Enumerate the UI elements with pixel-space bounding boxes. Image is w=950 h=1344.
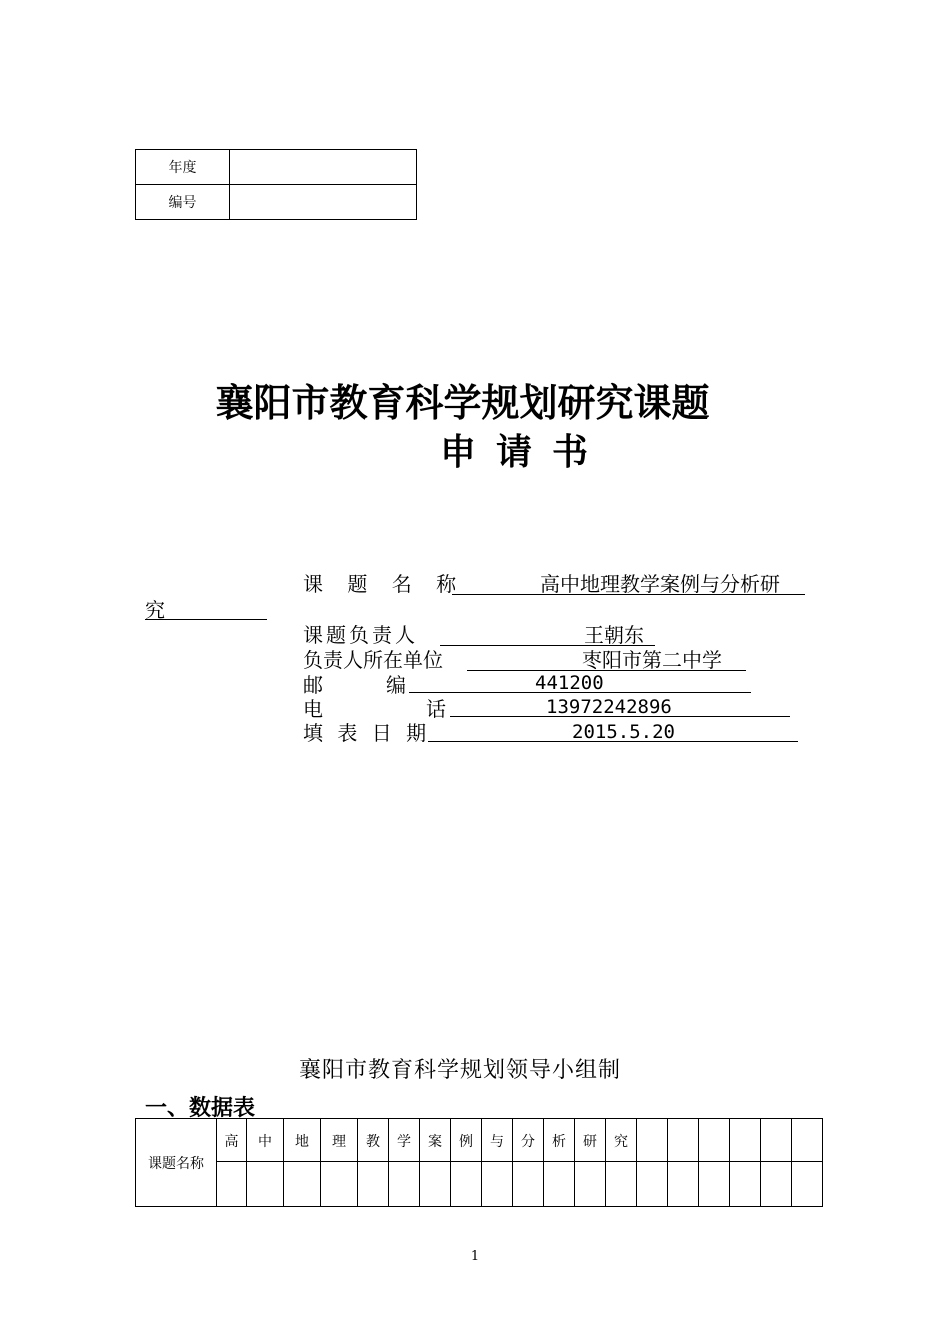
char-cell: 教 xyxy=(358,1119,389,1162)
empty-cell xyxy=(761,1162,792,1207)
empty-cell xyxy=(637,1162,668,1207)
empty-cell xyxy=(284,1162,321,1207)
meta-row-number xyxy=(136,185,417,220)
data-table-row-2 xyxy=(136,1162,823,1207)
char-cell: 地 xyxy=(284,1119,321,1162)
empty-cell xyxy=(321,1162,358,1207)
char-cell xyxy=(699,1119,730,1162)
phone-label-b: 话 xyxy=(426,697,446,721)
char-cell: 究 xyxy=(606,1119,637,1162)
char-cell: 与 xyxy=(482,1119,513,1162)
topic-name-label: 课题名称 xyxy=(136,1119,217,1207)
topic-label: 课 题 名 称 xyxy=(303,572,466,596)
char-cell xyxy=(761,1119,792,1162)
empty-cell xyxy=(730,1162,761,1207)
topic-underline-2 xyxy=(145,619,267,620)
issuing-organization: 襄阳市教育科学规划领导小组制 xyxy=(298,1058,621,1083)
number-label: 编号 xyxy=(136,185,230,220)
char-cell: 学 xyxy=(389,1119,420,1162)
empty-cell xyxy=(420,1162,451,1207)
char-cell: 例 xyxy=(451,1119,482,1162)
leader-value: 王朝东 xyxy=(584,623,644,647)
empty-cell xyxy=(247,1162,284,1207)
empty-cell xyxy=(699,1162,730,1207)
char-cell xyxy=(668,1119,699,1162)
empty-cell xyxy=(668,1162,699,1207)
page-number: 1 xyxy=(470,1249,480,1264)
phone-value: 13972242896 xyxy=(546,696,672,718)
char-cell: 理 xyxy=(321,1119,358,1162)
empty-cell xyxy=(606,1162,637,1207)
date-label: 填 表 日 期 xyxy=(303,721,431,745)
number-value xyxy=(230,185,417,220)
leader-label: 课题负责人 xyxy=(303,623,418,647)
char-cell: 中 xyxy=(247,1119,284,1162)
empty-cell xyxy=(451,1162,482,1207)
char-cell xyxy=(792,1119,823,1162)
unit-label: 负责人所在单位 xyxy=(303,648,443,672)
topic-value-line2: 究 xyxy=(145,598,165,622)
empty-cell xyxy=(544,1162,575,1207)
data-table-row-1 xyxy=(136,1119,823,1162)
char-cell: 案 xyxy=(420,1119,451,1162)
empty-cell xyxy=(389,1162,420,1207)
meta-row-year xyxy=(136,150,417,185)
date-value: 2015.5.20 xyxy=(572,721,675,743)
document-title: 襄阳市教育科学规划研究课题 xyxy=(215,381,710,425)
char-cell: 高 xyxy=(217,1119,247,1162)
empty-cell xyxy=(575,1162,606,1207)
postcode-value: 441200 xyxy=(535,672,604,694)
meta-table xyxy=(135,149,417,220)
topic-value-line1: 高中地理教学案例与分析研 xyxy=(540,572,780,596)
document-subtitle: 申请书 xyxy=(440,432,609,473)
empty-cell xyxy=(792,1162,823,1207)
postcode-label-a: 邮 xyxy=(303,673,323,697)
year-label: 年度 xyxy=(136,150,230,185)
empty-cell xyxy=(358,1162,389,1207)
unit-value: 枣阳市第二中学 xyxy=(582,648,722,672)
char-cell xyxy=(637,1119,668,1162)
postcode-label-b: 编 xyxy=(386,673,406,697)
char-cell: 析 xyxy=(544,1119,575,1162)
section-title: 一、数据表 xyxy=(145,1096,256,1121)
char-cell: 研 xyxy=(575,1119,606,1162)
char-cell: 分 xyxy=(513,1119,544,1162)
data-table xyxy=(135,1118,823,1207)
empty-cell xyxy=(482,1162,513,1207)
char-cell xyxy=(730,1119,761,1162)
year-value xyxy=(230,150,417,185)
empty-cell xyxy=(217,1162,247,1207)
phone-label-a: 电 xyxy=(303,697,323,721)
empty-cell xyxy=(513,1162,544,1207)
